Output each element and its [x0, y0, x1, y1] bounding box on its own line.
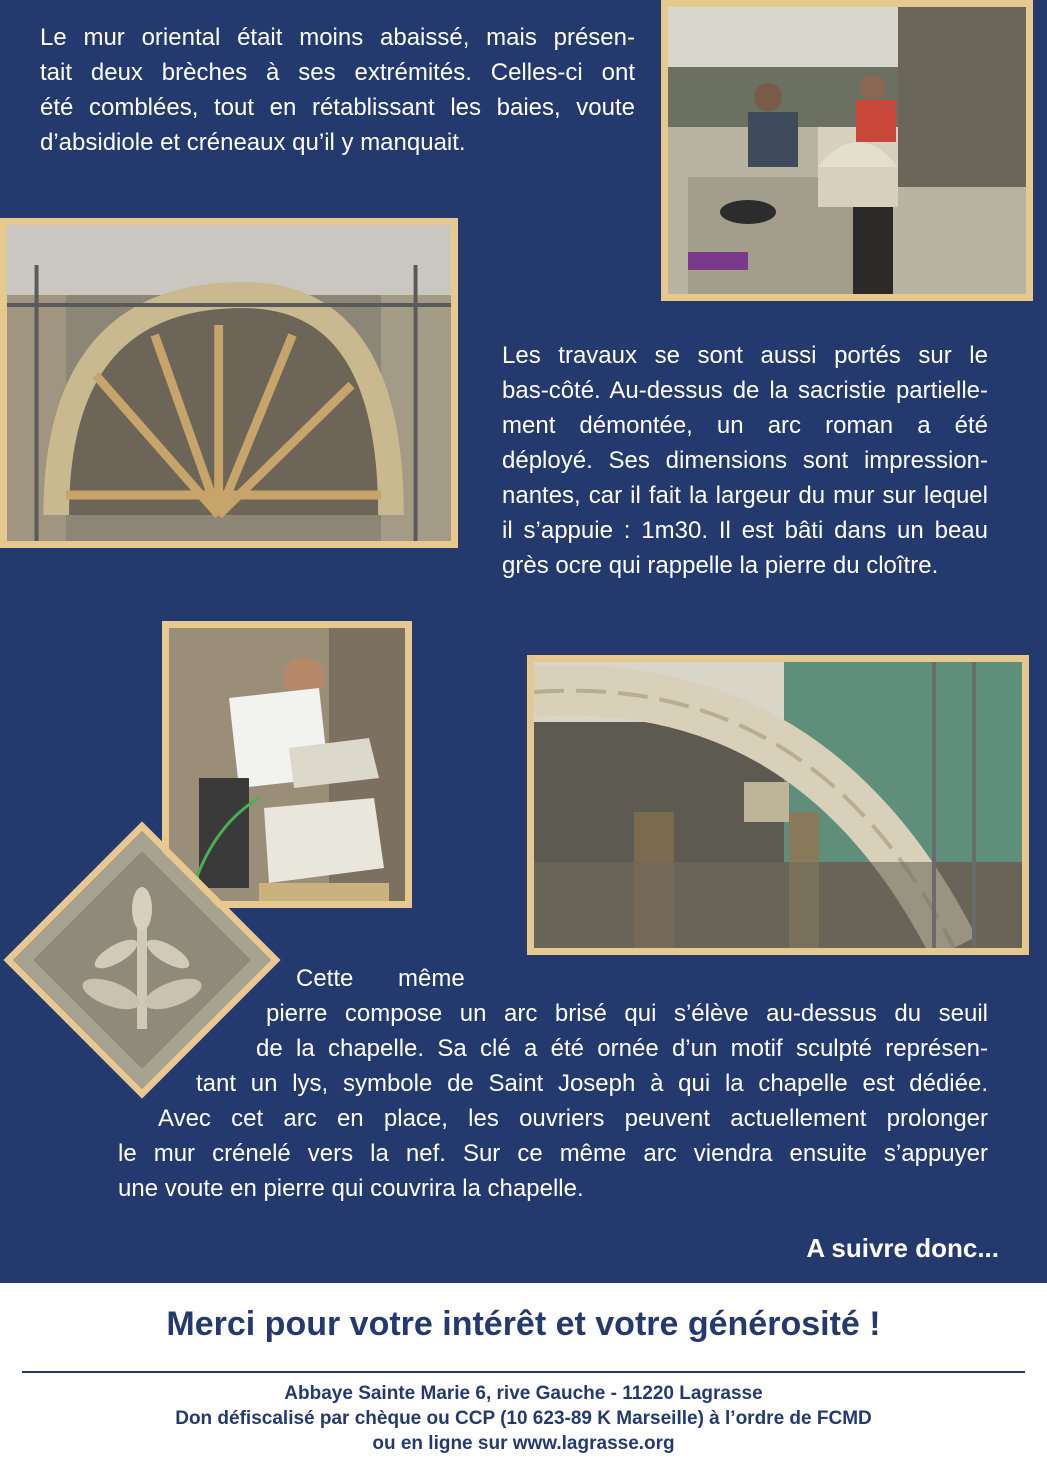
paragraph-cette-meme-first: Cette même — [296, 965, 465, 992]
to-follow-note: A suivre donc... — [806, 1233, 999, 1263]
photo-pointed-arch — [527, 655, 1029, 955]
divider — [22, 1371, 1025, 1373]
photo-stone-carver — [162, 621, 412, 908]
thanks-heading: Merci pour votre intérêt et votre générosité ! — [166, 1305, 881, 1343]
paragraph-arc-brise: pierre compose un arc brisé qui s’élève au-dessus du seuil de la chapelle. Sa clé a été ornée d’un motif sculpté représen- tant un lys, symbole de Saint Joseph à qui la chapelle est dédiée. Avec cet arc en place, les ouvriers peuvent actuellement prolonger le mur crénelé vers la nef. Sur ce même arc viendra ensuite s’appuyer une voute en pierre qui couvrira la chapelle. — [118, 1000, 988, 1202]
photo-arch-scaffolding — [0, 218, 458, 548]
photo-workers-wall — [661, 0, 1033, 301]
paragraph-mur-oriental: Le mur oriental était moins abaissé, mais présen- tait deux brèches à ses extrémités. Celles-ci ont été comblées, tout en rétablissant les baies, voute d’absidiole et créneaux qu’il y manquait. — [40, 24, 635, 156]
footer-online: ou en ligne sur www.lagrasse.org — [372, 1433, 675, 1454]
footer-address: Abbaye Sainte Marie 6, rive Gauche - 11220 Lagrasse — [284, 1383, 763, 1404]
paragraph-bas-cote: Les travaux se sont aussi portés sur le bas-côté. Au-dessus de la sacristie partielle- ment démontée, un arc roman a été déployé. Ses dimensions sont impression- nantes, car il fait la largeur du mur sur lequel il s’appuie : 1m30. Il est bâti dans un beau grès ocre qui rappelle la pierre du cloître. — [502, 342, 988, 579]
footer-donation: Don défiscalisé par chèque ou CCP (10 623-89 K Marseille) à l’ordre de FCMD — [175, 1408, 872, 1429]
